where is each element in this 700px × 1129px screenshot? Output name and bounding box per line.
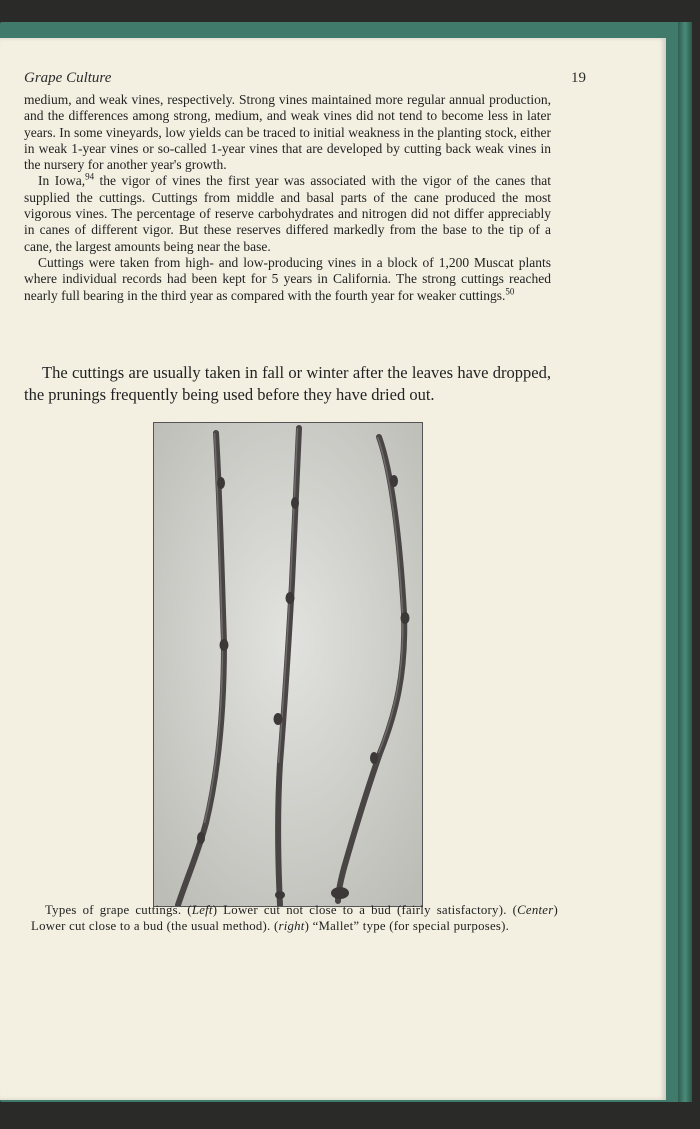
caption-lead: Types of grape cuttings. ( xyxy=(45,903,192,917)
bud xyxy=(197,832,205,844)
bud xyxy=(274,713,283,725)
caption-center-label: Center xyxy=(517,903,554,917)
figure-caption xyxy=(31,903,558,934)
caption-right-desc: ) “Mallet” type (for special purposes). xyxy=(304,918,510,933)
cuttings-photograph xyxy=(153,422,423,907)
small-print-body xyxy=(24,92,551,304)
paragraph-continued: medium, and weak vines, respectively. Strong vines maintained more regular annual production, and the differences among strong, medium, and weak vines did not tend to become less in later years. In some vineyards, low yields can be traced to initial weakness in the planting stock, either in weak 1-year vines or so-called 1-year vines that are developed by cutting back weak vines in the nursery for another year's growth. xyxy=(24,92,551,173)
reference-50: 50 xyxy=(505,286,515,297)
book-cover-edge xyxy=(678,22,692,1102)
caption-left-desc: ) Lower cut not close to a bud (fairly satisfactory). ( xyxy=(212,903,518,917)
running-head-title: Grape Culture xyxy=(24,70,112,86)
bud xyxy=(275,891,285,899)
page-number: 19 xyxy=(571,70,586,86)
paragraph-iowa-rest: the vigor of vines the first year was associated with the vigor of the canes that supplied the cuttings. Cuttings from middle and basal parts of the cane produced the most vigorous vines. The percentage of reserve carbohydrates and nitrogen did not differ appreciably in canes of different vigor. But these reserves differed markedly from the base to the tip of a cane, the largest amounts being near the base. xyxy=(24,173,552,254)
paragraph-iowa-start: In Iowa, xyxy=(38,173,86,189)
bud xyxy=(286,592,295,604)
paragraph-iowa xyxy=(24,173,551,254)
bud xyxy=(370,752,378,764)
mallet-heel xyxy=(331,887,349,899)
paragraph-muscat xyxy=(24,255,551,304)
caption-center-desc: ) Lower cut close to a bud (the usual method). ( xyxy=(31,903,558,933)
paragraph-muscat-text: Cuttings were taken from high- and low-producing vines in a block of 1,200 Muscat plants where individual records had been kept for 5 years in California. The strong cuttings reached nearly full bearing in the third year as compared with the fourth year for weaker cuttings. xyxy=(24,254,551,303)
cuttings-illustration xyxy=(154,423,422,906)
paragraph-cuttings-taken: The cuttings are usually taken in fall or winter after the leaves have dropped, the prunings frequently being used before they have dried out. xyxy=(24,363,551,404)
large-print-body xyxy=(24,362,551,406)
running-head xyxy=(24,70,586,87)
bud xyxy=(220,639,229,651)
bud xyxy=(401,612,410,624)
reference-94: 94 xyxy=(85,171,95,182)
caption-right-label: right xyxy=(278,918,305,933)
bud xyxy=(291,497,299,509)
bud xyxy=(390,475,398,487)
caption-text xyxy=(31,903,558,934)
bud xyxy=(217,477,225,489)
caption-left-label: Left xyxy=(191,903,213,917)
